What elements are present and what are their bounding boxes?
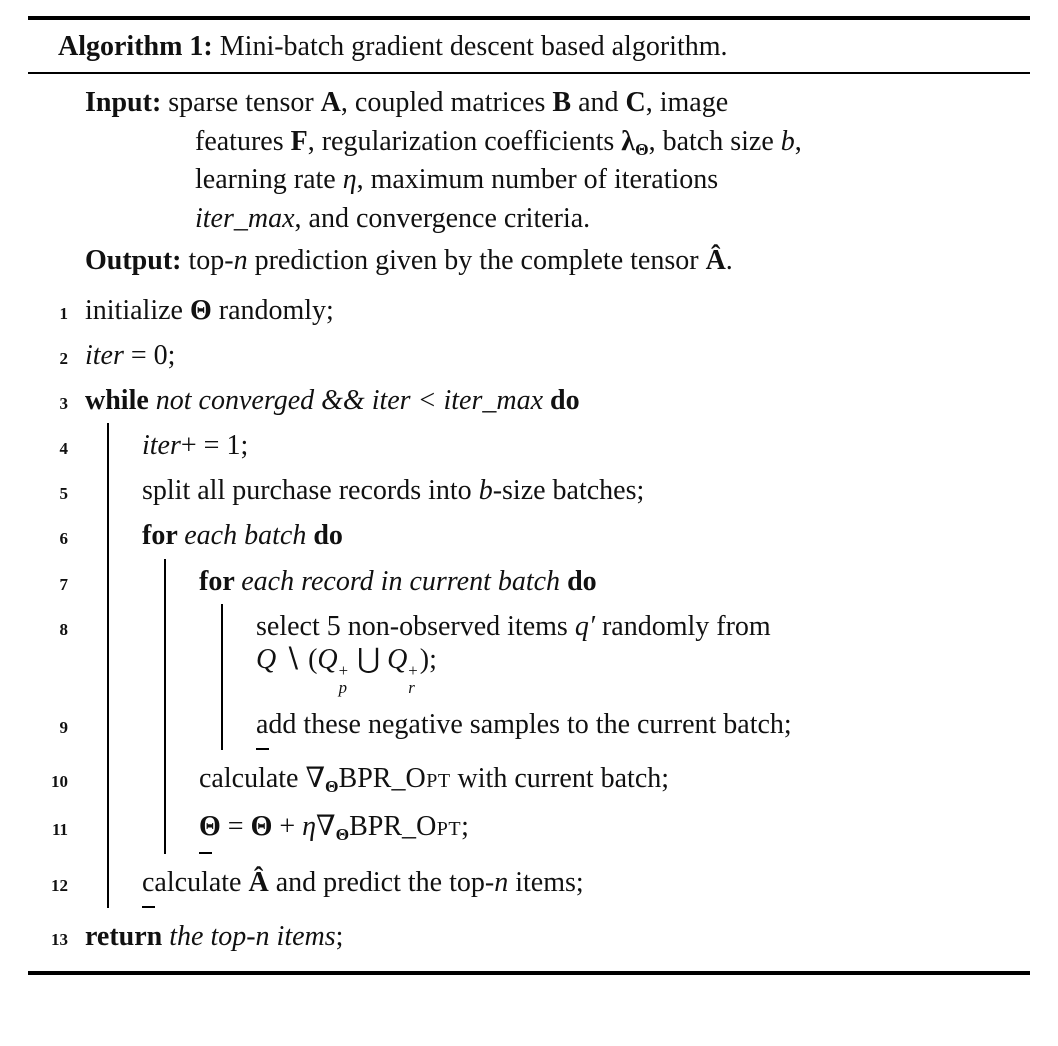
text-segment: =	[220, 810, 251, 842]
text-segment: each batch	[184, 520, 314, 552]
line-content	[142, 867, 584, 898]
text-segment: , batch size	[648, 125, 781, 157]
text-segment: , and convergence criteria.	[294, 203, 591, 235]
input-segments	[161, 87, 801, 234]
text-segment: initialize	[85, 295, 190, 327]
math-subsup: + p	[338, 660, 349, 698]
text-segment: Opt	[416, 810, 462, 842]
code-block	[51, 559, 1026, 854]
text-segment: F	[290, 125, 308, 157]
line-content	[142, 430, 248, 461]
algo-line-6	[59, 513, 1026, 558]
text-segment: and	[571, 87, 626, 118]
code-lines	[51, 288, 1026, 959]
algo-line-3	[59, 378, 1026, 423]
text-segment: iter	[85, 340, 124, 372]
text-segment: C	[625, 87, 646, 118]
text-segment: ,	[794, 125, 802, 157]
line-number: 8	[59, 619, 68, 639]
text-segment: BPR_	[338, 763, 406, 795]
text-segment: top-	[181, 244, 234, 276]
text-segment: + = 1;	[180, 430, 249, 462]
line-content	[142, 520, 343, 551]
algo-line-1	[59, 288, 1026, 333]
text-segment: q′	[574, 610, 595, 642]
text-segment: Θ	[189, 295, 212, 327]
text-segment: add these negative samples to the current batch;	[256, 709, 792, 741]
math-subsup: + r	[408, 660, 418, 698]
algo-line-10	[51, 756, 1026, 803]
text-segment: Â	[705, 244, 726, 276]
line-number: 11	[51, 819, 68, 839]
line-number: 4	[59, 439, 68, 459]
line-number: 10	[51, 772, 68, 792]
text-segment: return	[85, 920, 170, 952]
text-segment: learning rate	[195, 164, 343, 196]
output-segments	[181, 245, 732, 276]
text-segment: iter_max	[195, 203, 295, 235]
text-segment: do	[567, 565, 597, 597]
algo-line-13	[51, 914, 1026, 959]
input-block	[85, 84, 1026, 239]
line-content	[256, 610, 771, 698]
text-segment: b	[780, 125, 795, 157]
line-number: 1	[59, 304, 68, 324]
algo-line-7	[59, 559, 1026, 604]
line-number: 13	[51, 929, 68, 949]
line-content	[85, 921, 343, 952]
text-segment: -size batches;	[492, 475, 645, 507]
text-segment: iter	[142, 430, 181, 462]
text-segment: Θ	[335, 824, 350, 844]
line-number: 7	[59, 574, 68, 594]
algo-line-4	[59, 423, 1026, 468]
algorithm-title-text: Mini-batch gradient descent based algorithm.	[212, 31, 728, 62]
line-number: 9	[59, 718, 68, 738]
text-segment: Q	[256, 643, 277, 675]
text-segment: Θ	[635, 139, 649, 159]
text-segment: B	[552, 87, 572, 118]
text-segment: calculate ∇	[199, 763, 326, 795]
text-segment: Θ	[199, 810, 221, 842]
text-segment: select 5 non-observed items	[256, 610, 575, 642]
text-segment: Â	[248, 866, 269, 898]
text-segment: with current batch;	[450, 763, 670, 795]
text-segment: Q	[387, 643, 408, 675]
text-segment: randomly from	[594, 610, 771, 642]
text-segment: sparse tensor	[161, 87, 321, 118]
text-segment: Opt	[405, 763, 451, 795]
code-block	[59, 604, 1026, 751]
input-label: Input:	[85, 87, 162, 118]
text-segment: items;	[508, 866, 584, 898]
line-content	[85, 295, 334, 326]
text-segment: randomly;	[211, 295, 334, 327]
line-content	[85, 385, 580, 416]
line-content	[199, 566, 597, 597]
line-content	[256, 709, 792, 740]
text-segment: not converged && iter < iter_max	[155, 385, 550, 417]
text-segment: the top-n items	[169, 920, 336, 952]
algo-line-11	[51, 804, 1026, 851]
text-segment: features	[195, 125, 291, 157]
text-segment: );	[419, 643, 437, 675]
text-segment: η	[302, 810, 317, 842]
text-segment: ∇	[316, 810, 336, 842]
text-segment: , coupled matrices	[340, 87, 553, 118]
text-segment: for	[142, 520, 185, 552]
text-segment: BPR_	[349, 810, 417, 842]
line-number: 2	[59, 349, 68, 369]
text-segment: , image	[645, 87, 729, 118]
text-segment: for	[199, 565, 242, 597]
text-segment: ∖ (	[276, 643, 318, 675]
algo-line-2	[59, 333, 1026, 378]
text-segment: while	[85, 385, 156, 417]
algorithm-figure	[28, 16, 1030, 975]
text-segment: .	[725, 244, 733, 276]
line-content	[142, 475, 644, 506]
text-segment: λ	[621, 125, 636, 157]
line-number: 6	[59, 529, 68, 549]
text-segment: b	[478, 475, 493, 507]
text-segment: A	[320, 87, 341, 118]
line-content	[199, 811, 469, 842]
line-number: 12	[51, 875, 68, 895]
output-block	[85, 242, 1026, 281]
output-label: Output:	[85, 244, 182, 276]
text-segment: +	[272, 810, 303, 842]
algorithm-body	[28, 74, 1030, 971]
text-segment: Θ	[325, 777, 339, 797]
text-segment: Θ	[250, 810, 273, 842]
text-segment: and predict the top-	[268, 866, 495, 898]
text-segment: Q	[317, 643, 338, 675]
text-segment: η	[342, 164, 357, 196]
algo-line-5	[59, 468, 1026, 513]
code-block	[51, 423, 1026, 908]
algorithm-title	[28, 20, 1030, 74]
line-content	[85, 340, 175, 371]
algorithm-title-label: Algorithm 1:	[58, 31, 213, 62]
algo-line-9	[59, 702, 1026, 747]
line-number: 5	[59, 484, 68, 504]
line-content	[199, 763, 670, 797]
algo-line-8	[59, 604, 1026, 703]
text-segment: split all purchase records into	[142, 475, 479, 507]
text-segment: do	[550, 385, 580, 417]
text-segment: calculate	[142, 866, 249, 898]
text-segment: prediction given by the complete tensor	[247, 244, 706, 276]
text-segment: n	[233, 244, 248, 276]
text-segment: each record in current batch	[241, 565, 568, 597]
text-segment: ;	[461, 810, 469, 842]
line-number: 3	[59, 394, 68, 414]
text-segment: , maximum number of iterations	[356, 164, 719, 196]
algo-line-12	[51, 860, 1026, 905]
text-segment: do	[313, 520, 343, 552]
text-segment: , regularization coefficients	[307, 125, 622, 157]
text-segment: = 0;	[123, 340, 176, 372]
text-segment: ⋃	[350, 643, 388, 675]
text-segment: n	[494, 866, 509, 898]
text-segment: ;	[335, 920, 344, 952]
